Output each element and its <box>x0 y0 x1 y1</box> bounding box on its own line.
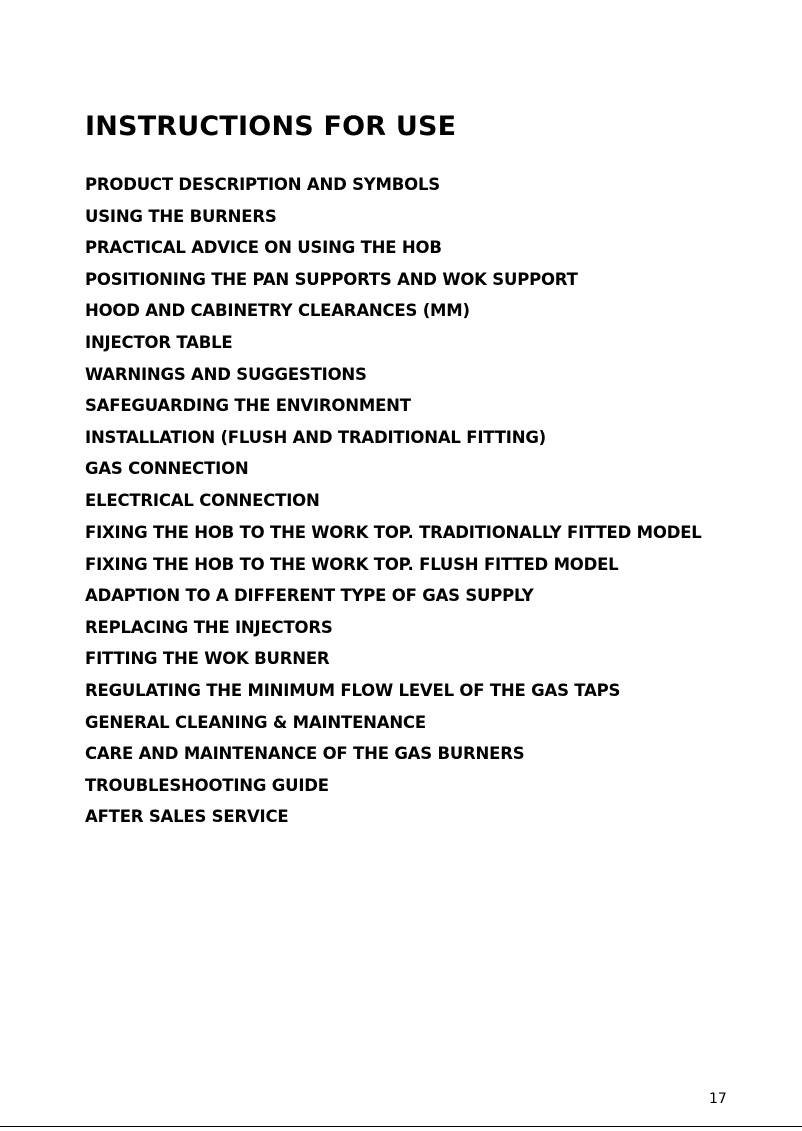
toc-item-injector-table: INJECTOR TABLE <box>85 332 233 352</box>
toc-item-troubleshooting: TROUBLESHOOTING GUIDE <box>85 775 329 795</box>
toc-item-burner-care: CARE AND MAINTENANCE OF THE GAS BURNERS <box>85 744 525 764</box>
toc-item-gas-connection: GAS CONNECTION <box>85 459 249 479</box>
toc-item-using-burners: USING THE BURNERS <box>85 206 277 226</box>
toc-item-cleaning: GENERAL CLEANING & MAINTENANCE <box>85 712 426 732</box>
toc-item-after-sales: AFTER SALES SERVICE <box>85 807 289 827</box>
toc-item-gas-adaption: ADAPTION TO A DIFFERENT TYPE OF GAS SUPPLY <box>85 586 534 606</box>
toc-item-regulating-flow: REGULATING THE MINIMUM FLOW LEVEL OF THE GAS TAPS <box>85 680 621 700</box>
page-number: 17 <box>709 1091 727 1107</box>
toc-item-fixing-traditional: FIXING THE HOB TO THE WORK TOP. TRADITIONALLY FITTED MODEL <box>85 522 702 542</box>
toc-item-practical-advice: PRACTICAL ADVICE ON USING THE HOB <box>85 238 442 258</box>
toc-item-product-description: PRODUCT DESCRIPTION AND SYMBOLS <box>85 175 440 194</box>
page-title: INSTRUCTIONS FOR USE <box>85 111 457 142</box>
toc-item-wok-burner: FITTING THE WOK BURNER <box>85 649 330 669</box>
toc-item-pan-supports: POSITIONING THE PAN SUPPORTS AND WOK SUPPORT <box>85 269 578 289</box>
toc-item-installation: INSTALLATION (FLUSH AND TRADITIONAL FITTING) <box>85 427 547 447</box>
toc-item-fixing-flush: FIXING THE HOB TO THE WORK TOP. FLUSH FITTED MODEL <box>85 554 619 574</box>
toc-item-warnings: WARNINGS AND SUGGESTIONS <box>85 364 367 384</box>
toc-item-environment: SAFEGUARDING THE ENVIRONMENT <box>85 396 411 416</box>
footer-divider <box>0 1126 802 1127</box>
toc-item-hood-clearances: HOOD AND CABINETRY CLEARANCES (MM) <box>85 301 470 321</box>
toc-item-electrical-connection: ELECTRICAL CONNECTION <box>85 490 320 510</box>
toc-item-replacing-injectors: REPLACING THE INJECTORS <box>85 617 333 637</box>
table-of-contents <box>85 174 725 838</box>
